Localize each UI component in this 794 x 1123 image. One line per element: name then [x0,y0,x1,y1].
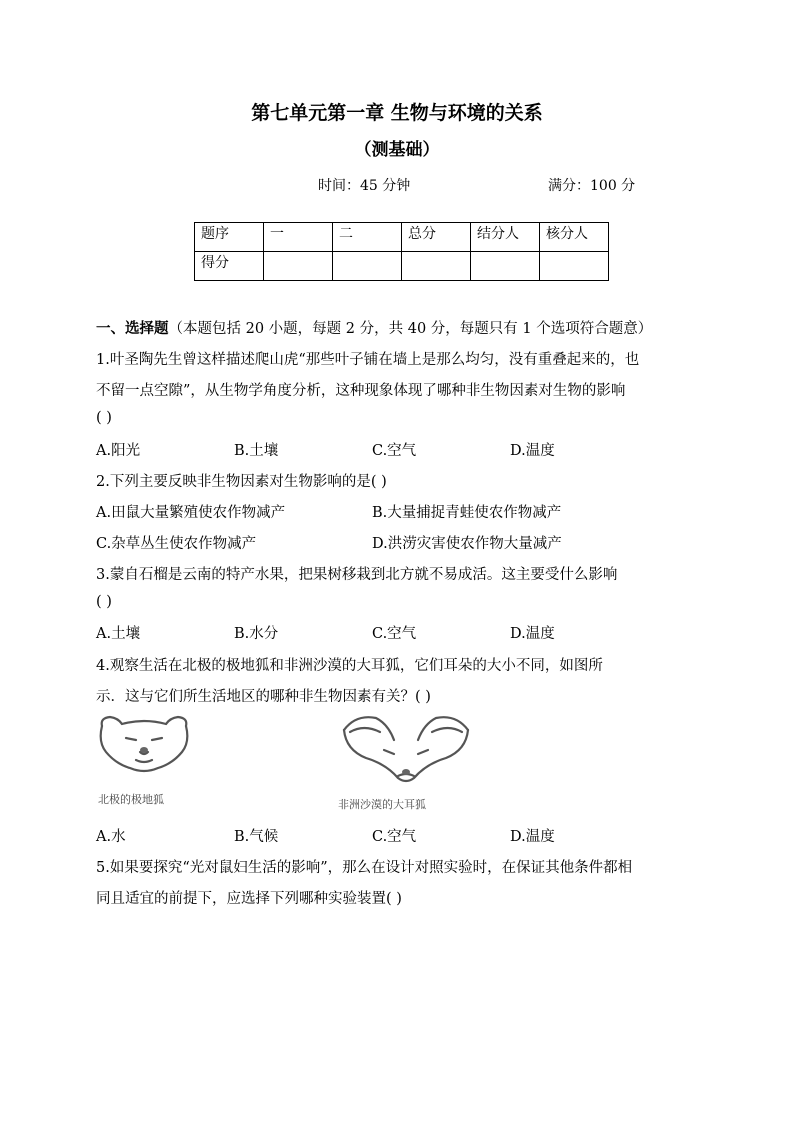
option-c[interactable]: C.杂草丛生使农作物减产 [96,536,257,552]
question-text: 2.下列主要反映非生物因素对生物影响的是( ) [96,474,387,490]
score-table [194,222,609,281]
section-heading [96,317,652,338]
question-text: 同且适宜的前提下，应选择下列哪种实验装置( ) [96,891,402,907]
page-subtitle: （测基础） [354,140,440,160]
section-note: （本题包括 20 小题，每题 2 分，共 40 分，每题只有 1 个选项符合题意） [168,321,653,337]
fennec-fox-figure [336,710,476,790]
score-input-cell[interactable] [402,252,471,281]
option-a[interactable]: A.土壤 [96,626,141,642]
question-text: 5.如果要探究“光对鼠妇生活的影响”，那么在设计对照实验时，在保证其他条件都相 [96,860,633,876]
score-input-cell[interactable] [471,252,540,281]
table-row [195,252,609,281]
question-text: ( ) [96,410,112,426]
option-d[interactable]: D.温度 [510,443,555,459]
table-cell: 得分 [195,252,264,281]
table-cell: 二 [333,223,402,252]
option-b[interactable]: B.大量捕捉青蛙使农作物减产 [372,505,562,521]
full-score: 满分：100 分 [548,178,636,194]
option-a[interactable]: A.阳光 [96,443,141,459]
option-c[interactable]: C.空气 [372,829,417,845]
option-d[interactable]: D.洪涝灾害使农作物大量减产 [372,536,562,552]
question-text: ( ) [96,594,112,610]
question-text: 1.叶圣陶先生曾这样描述爬山虎“那些叶子铺在墙上是那么均匀，没有重叠起来的，也 [96,352,640,368]
section-title: 一、选择题 [96,321,169,337]
time-limit: 时间：45 分钟 [318,178,411,194]
table-cell: 结分人 [471,223,540,252]
option-a[interactable]: A.水 [96,829,126,845]
question-text: 示．这与它们所生活地区的哪种非生物因素有关？( ) [96,689,431,705]
figure-caption: 北极的极地狐 [98,793,164,806]
option-b[interactable]: B.水分 [234,626,279,642]
option-b[interactable]: B.土壤 [234,443,279,459]
option-c[interactable]: C.空气 [372,443,417,459]
option-b[interactable]: B.气候 [234,829,279,845]
question-text: 4.观察生活在北极的极地狐和非洲沙漠的大耳狐，它们耳朵的大小不同，如图所 [96,658,603,674]
score-input-cell[interactable] [540,252,609,281]
table-cell: 一 [264,223,333,252]
figure-caption: 非洲沙漠的大耳狐 [338,798,426,811]
question-text: 不留一点空隙”，从生物学角度分析，这种现象体现了哪种非生物因素对生物的影响 [96,383,626,399]
question-text: 3.蒙自石榴是云南的特产水果，把果树移栽到北方就不易成活。这主要受什么影响 [96,567,618,583]
score-input-cell[interactable] [333,252,402,281]
option-d[interactable]: D.温度 [510,626,555,642]
table-row [195,223,609,252]
option-d[interactable]: D.温度 [510,829,555,845]
option-c[interactable]: C.空气 [372,626,417,642]
table-cell: 题序 [195,223,264,252]
score-input-cell[interactable] [264,252,333,281]
arctic-fox-figure [96,712,192,784]
option-a[interactable]: A.田鼠大量繁殖使农作物减产 [96,505,286,521]
table-cell: 核分人 [540,223,609,252]
table-cell: 总分 [402,223,471,252]
page-title: 第七单元第一章 生物与环境的关系 [251,102,543,124]
